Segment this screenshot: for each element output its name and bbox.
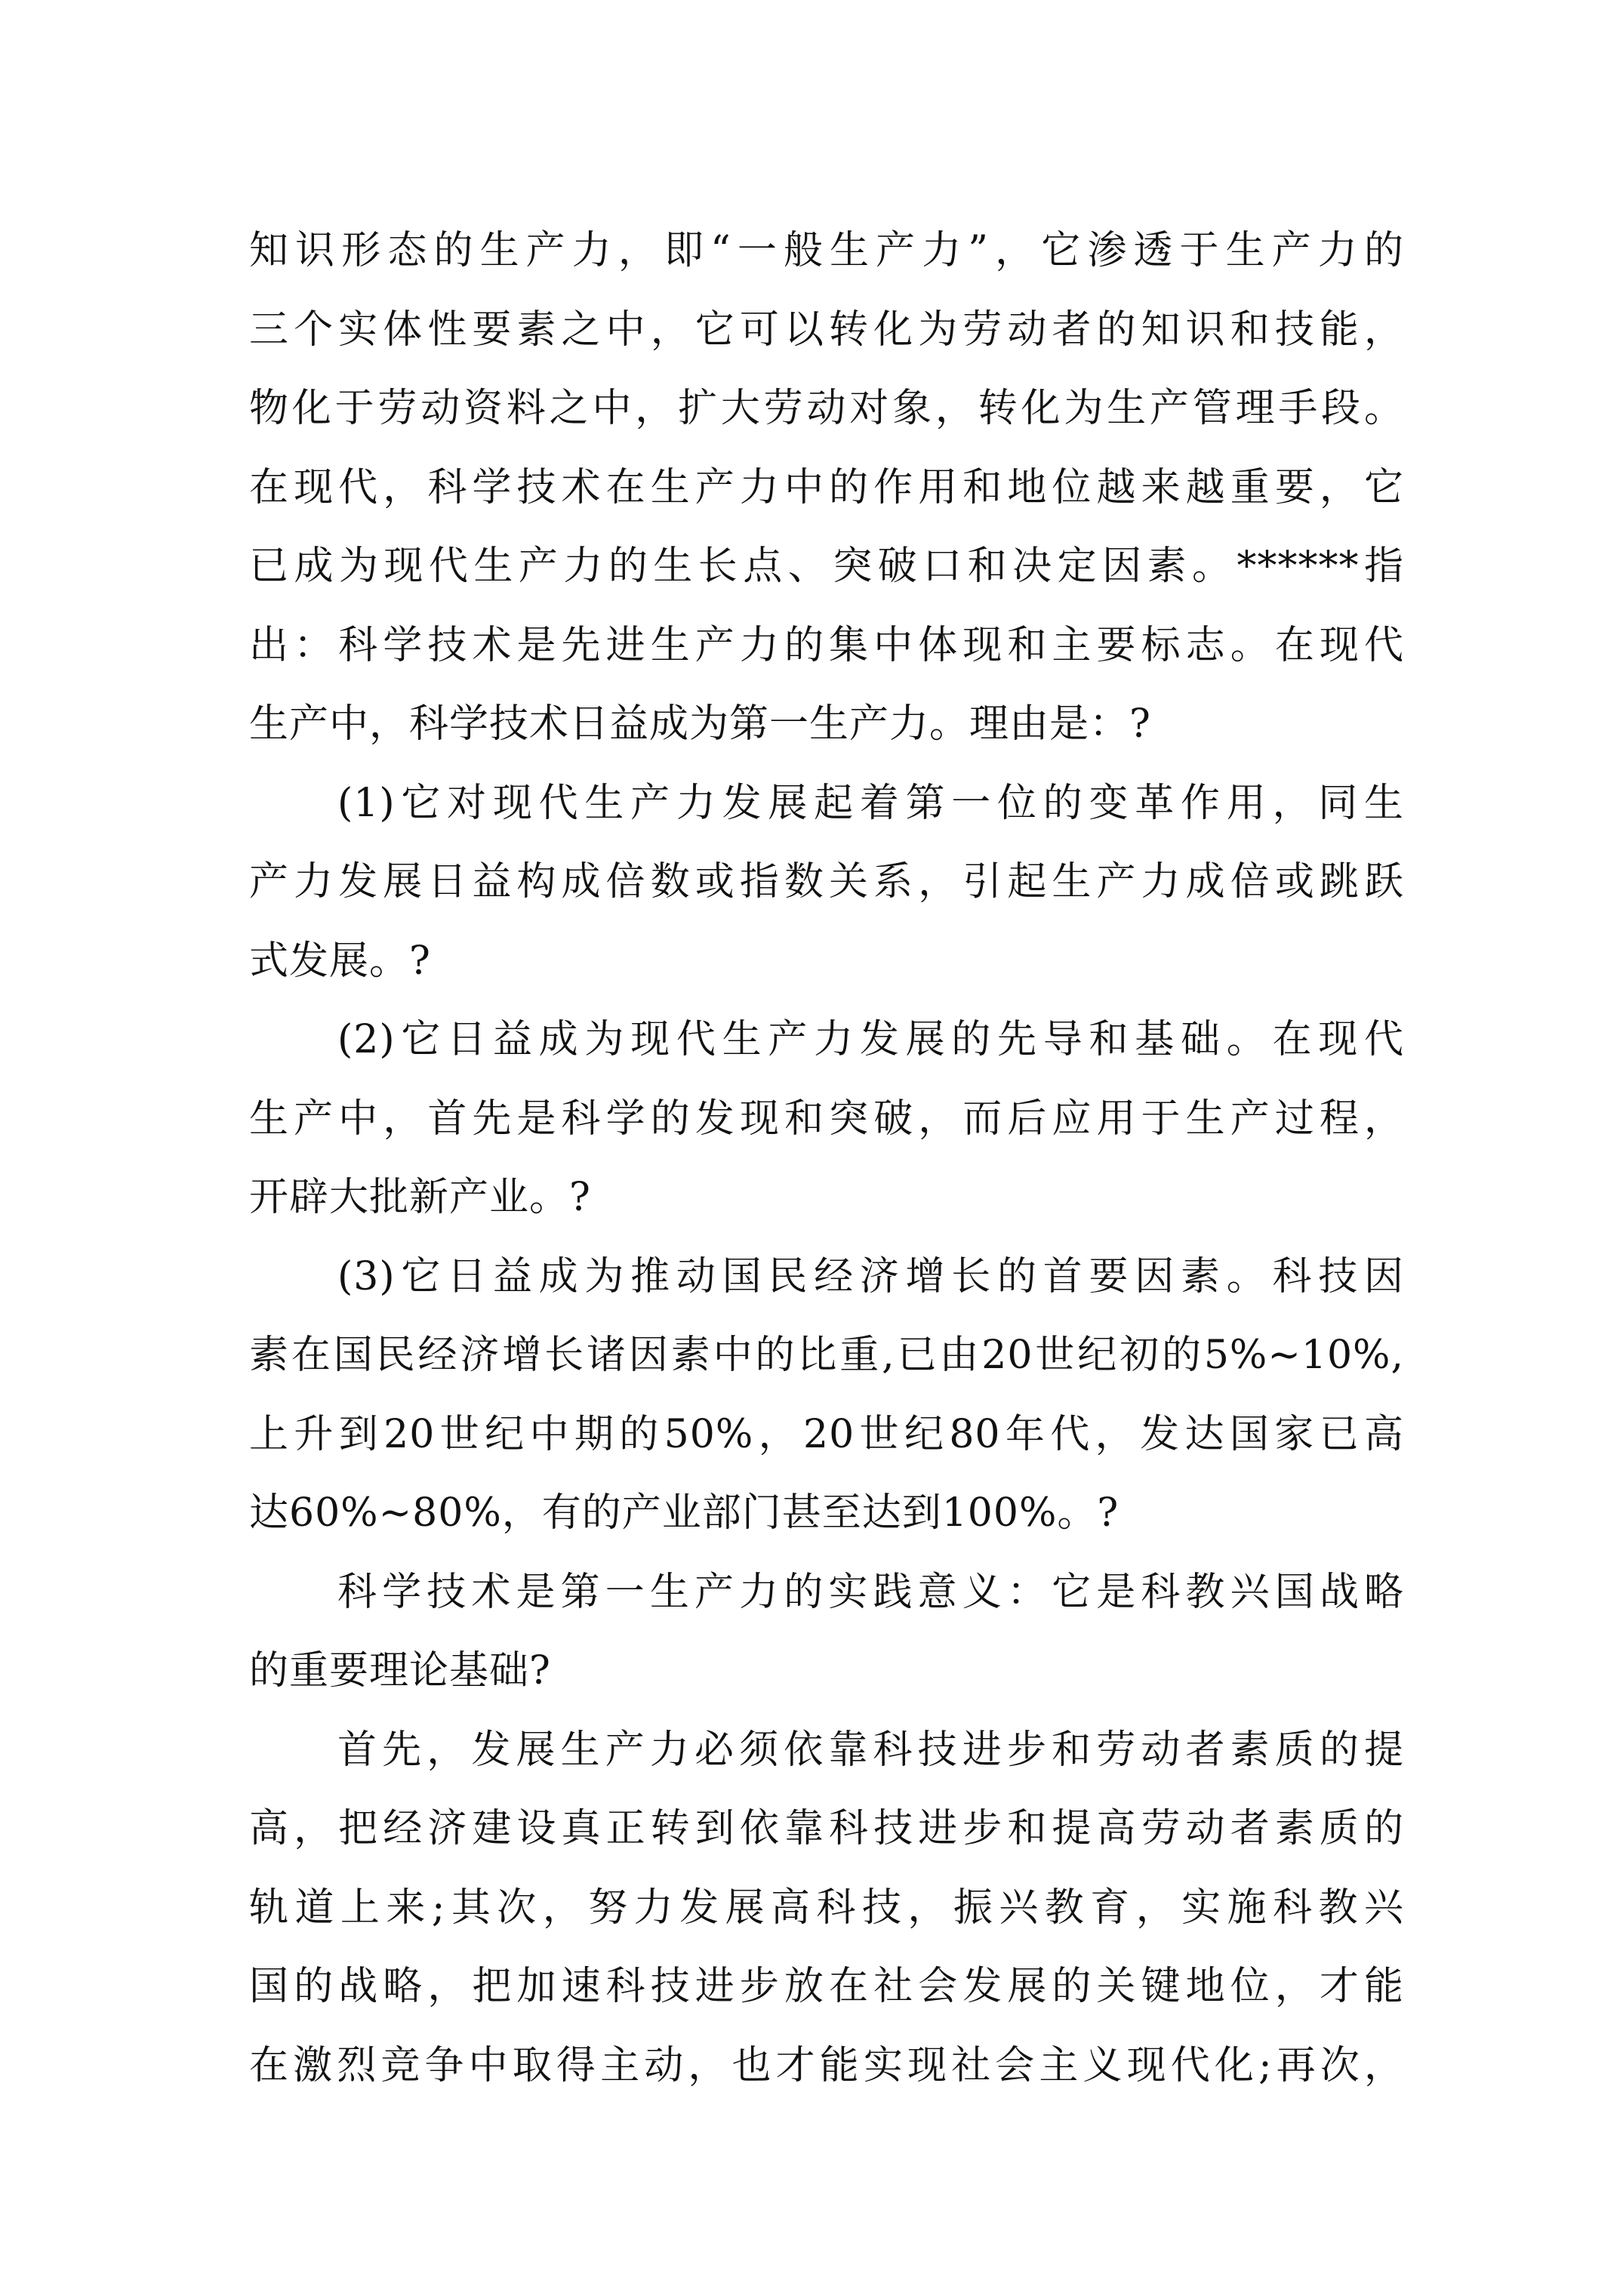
text-line-16: 上升到20世纪中期的50%，20世纪80年代，发达国家已高 [249, 1411, 1404, 1457]
text-line-8: (1)它对现代生产力发展起着第一位的变革作用，同生 [337, 780, 1404, 826]
text-line-18: 科学技术是第一生产力的实践意义：它是科教兴国战略 [337, 1569, 1404, 1615]
text-line-23: 国的战略，把加速科技进步放在社会发展的关键地位，才能 [249, 1964, 1404, 2009]
text-line-24: 在激烈竞争中取得主动，也才能实现社会主义现代化;再次， [249, 2042, 1404, 2088]
text-line-11: (2)它日益成为现代生产力发展的先导和基础。在现代 [337, 1017, 1404, 1062]
text-line-14: (3)它日益成为推动国民经济增长的首要因素。科技因 [337, 1253, 1404, 1299]
text-line-6: 出：科学技术是先进生产力的集中体现和主要标志。在现代 [249, 622, 1404, 668]
text-line-22: 轨道上来;其次，努力发展高科技，振兴教育，实施科教兴 [249, 1885, 1404, 1931]
text-line-13: 开辟大批新产业。? [249, 1175, 591, 1220]
text-line-12: 生产中，首先是科学的发现和突破，而后应用于生产过程， [249, 1096, 1404, 1142]
text-line-10: 式发展。? [249, 938, 431, 984]
text-line-9: 产力发展日益构成倍数或指数关系，引起生产力成倍或跳跃 [249, 859, 1404, 905]
text-line-5: 已成为现代生产力的生长点、突破口和决定因素。******指 [249, 544, 1404, 589]
text-line-21: 高，把经济建设真正转到依靠科技进步和提高劳动者素质的 [249, 1806, 1404, 1851]
body-text [249, 211, 1404, 2105]
text-line-2: 三个实体性要素之中，它可以转化为劳动者的知识和技能， [249, 307, 1404, 353]
text-line-15: 素在国民经济增长诸因素中的比重,已由20世纪初的5%~10%, [249, 1333, 1404, 1378]
text-line-20: 首先，发展生产力必须依靠科技进步和劳动者素质的提 [337, 1727, 1404, 1773]
text-line-7: 生产中，科学技术日益成为第一生产力。理由是：? [249, 701, 1151, 747]
text-line-1: 知识形态的生产力，即“一般生产力”，它渗透于生产力的 [249, 228, 1404, 273]
text-line-3: 物化于劳动资料之中，扩大劳动对象，转化为生产管理手段。 [249, 386, 1404, 431]
text-line-19: 的重要理论基础? [249, 1648, 551, 1693]
text-line-17: 达60%~80%，有的产业部门甚至达到100%。? [249, 1490, 1119, 1536]
text-line-4: 在现代，科学技术在生产力中的作用和地位越来越重要，它 [249, 464, 1404, 510]
